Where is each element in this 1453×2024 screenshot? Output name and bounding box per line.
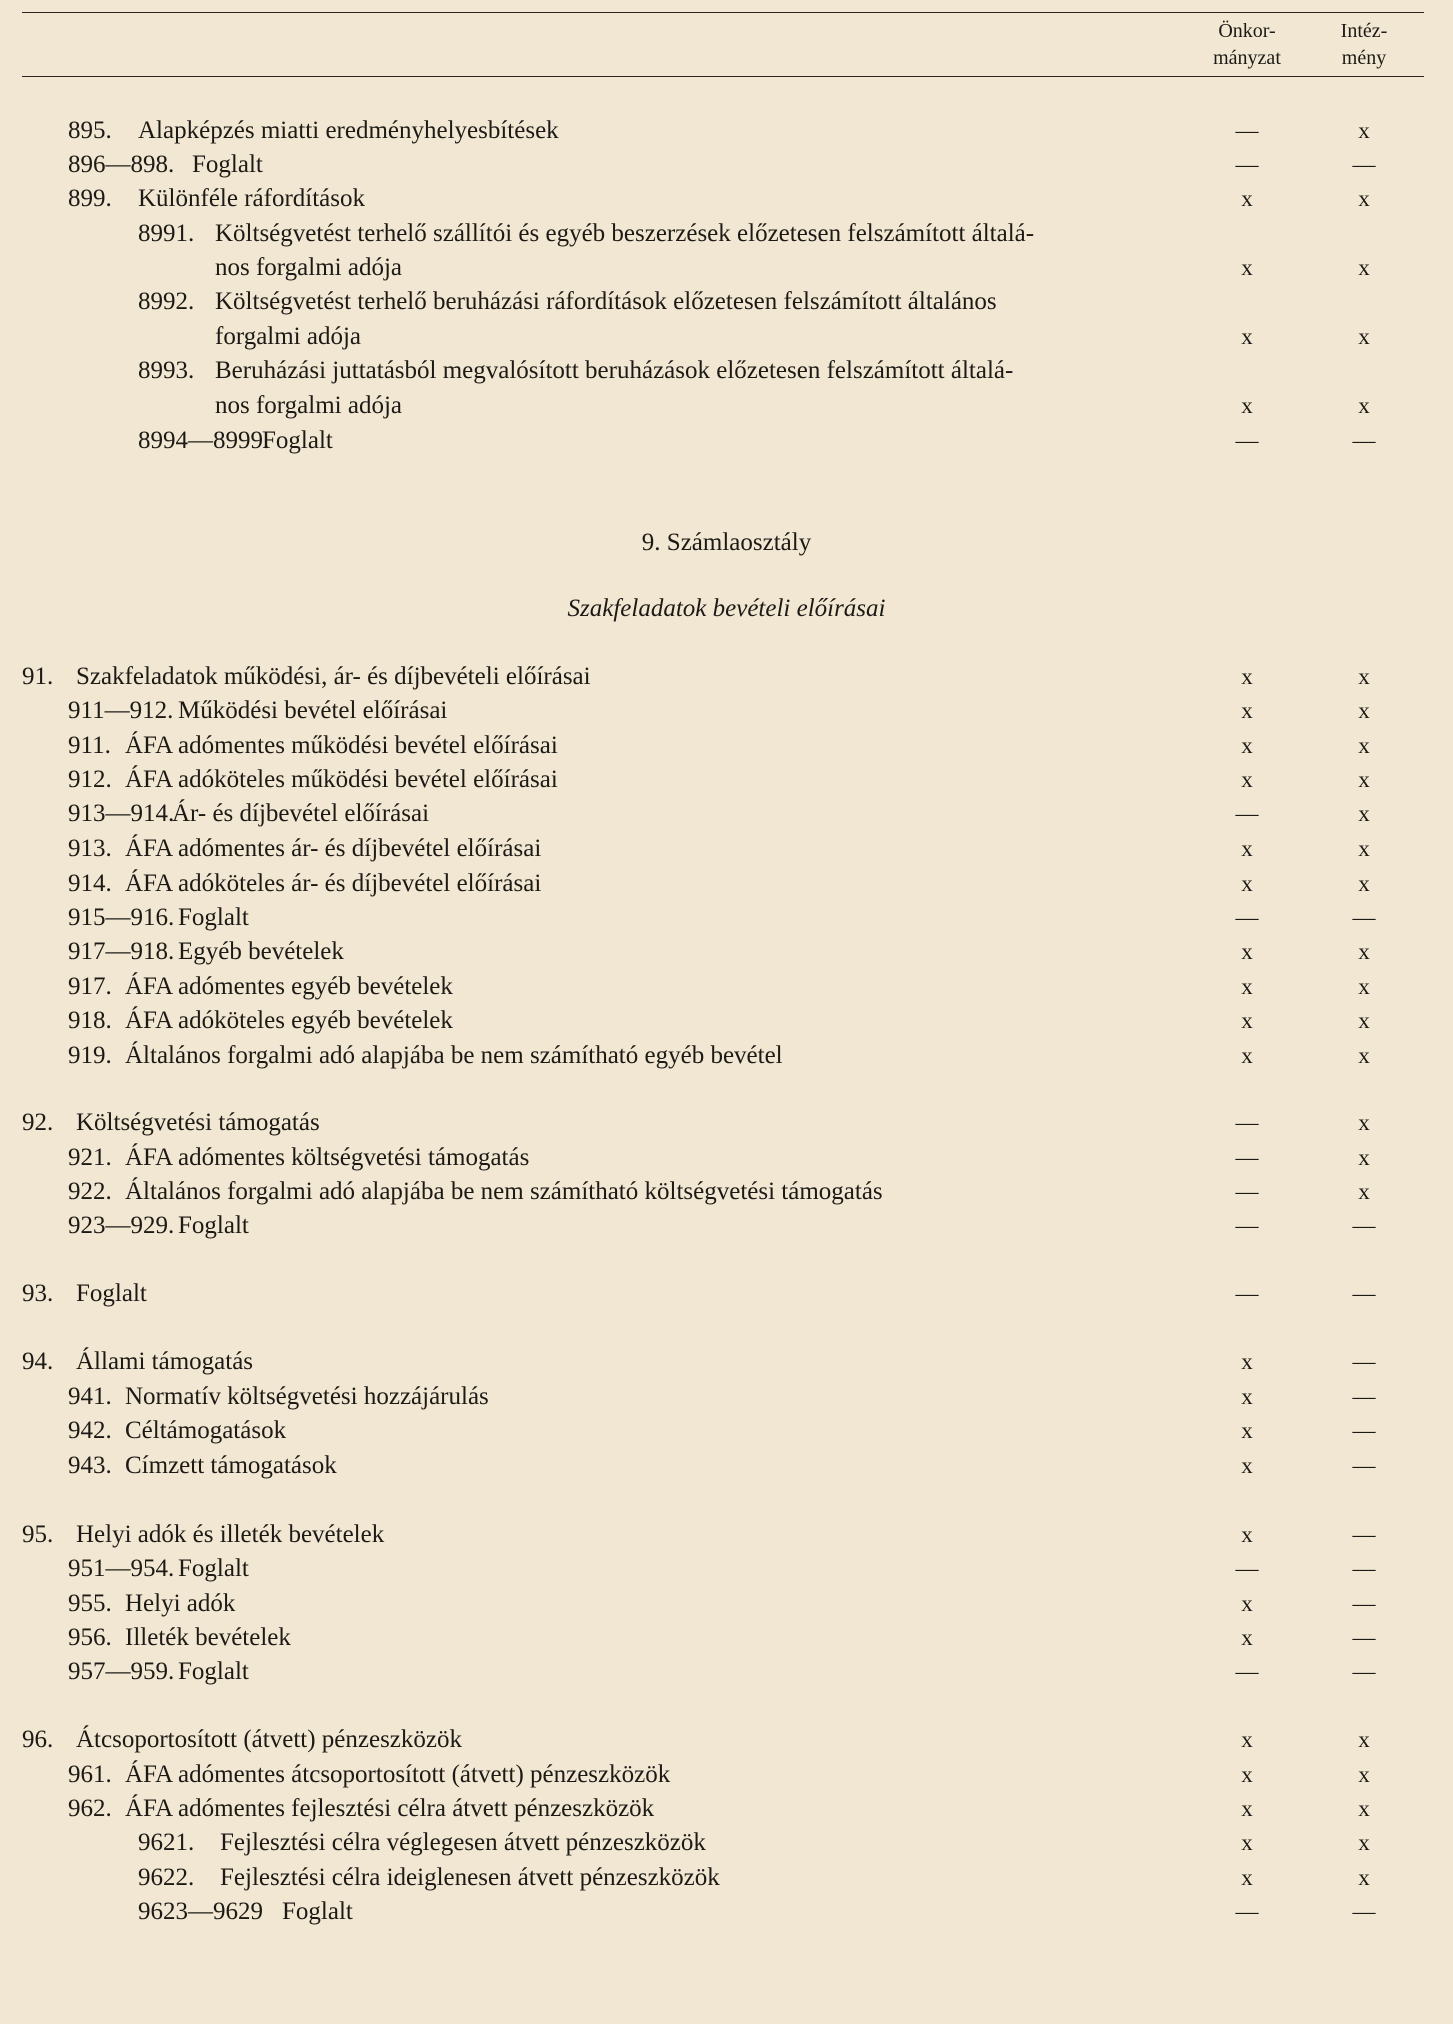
table-row: [0, 182, 1453, 216]
intezmeny-mark: —: [1352, 428, 1376, 453]
onkormanyzat-mark: —: [1235, 801, 1259, 826]
account-label: Általános forgalmi adó alapjába be nem számítható költségvetési támogatás: [125, 1178, 883, 1205]
account-label: ÁFA adómentes fejlesztési célra átvett pénzeszközök: [125, 1795, 655, 1822]
intezmeny-mark: —: [1352, 1281, 1376, 1306]
intezmeny-mark: x: [1358, 801, 1370, 826]
account-number: 899.: [68, 185, 112, 212]
account-number: 94.: [22, 1348, 54, 1375]
account-number: 895.: [68, 117, 112, 144]
account-number: 8994—8999.: [138, 427, 270, 454]
intezmeny-mark: x: [1358, 1796, 1370, 1821]
table-row: [0, 867, 1453, 901]
account-number: 911.: [68, 732, 111, 759]
onkormanyzat-mark: —: [1235, 152, 1259, 177]
account-label: Költségvetési támogatás: [76, 1109, 320, 1136]
account-label: Helyi adók és illeték bevételek: [76, 1521, 385, 1548]
account-number: 955.: [68, 1590, 112, 1617]
account-label: Foglalt: [178, 1212, 249, 1239]
account-number: 896—898.: [68, 151, 175, 178]
table-row: [0, 1277, 1453, 1311]
account-number: 913—914.: [68, 800, 175, 827]
account-label: Költségvetést terhelő szállítói és egyéb beszerzések előzetesen felszámított általá-: [215, 220, 1035, 247]
header-line: Önkor-: [1218, 20, 1276, 42]
onkormanyzat-mark: x: [1241, 1830, 1253, 1855]
account-label: Költségvetést terhelő beruházási ráfordítások előzetesen felszámított általános: [215, 288, 997, 315]
account-label: ÁFA adóköteles működési bevétel előírásai: [125, 766, 558, 793]
intezmeny-mark: —: [1352, 1349, 1376, 1374]
intezmeny-mark: x: [1358, 974, 1370, 999]
table-row: [0, 1655, 1453, 1689]
onkormanyzat-mark: x: [1241, 974, 1253, 999]
account-label: Átcsoportosított (átvett) pénzeszközök: [76, 1726, 462, 1753]
intezmeny-mark: x: [1358, 118, 1370, 143]
onkormanyzat-mark: x: [1241, 393, 1253, 418]
intezmeny-mark: x: [1358, 1865, 1370, 1890]
onkormanyzat-mark: —: [1235, 1145, 1259, 1170]
account-number: 917—918.: [68, 938, 175, 965]
table-row: [0, 1895, 1453, 1929]
table-row: [0, 251, 1453, 285]
table-row: [0, 729, 1453, 763]
account-label: Helyi adók: [125, 1590, 236, 1617]
onkormanyzat-mark: —: [1235, 1110, 1259, 1135]
table-row: [0, 1758, 1453, 1792]
account-number: 951—954.: [68, 1555, 175, 1582]
account-number: 957—959.: [68, 1658, 175, 1685]
account-label: Általános forgalmi adó alapjába be nem számítható egyéb bevétel: [125, 1042, 783, 1069]
onkormanyzat-mark: —: [1235, 1213, 1259, 1238]
table-row: [0, 114, 1453, 148]
account-label: ÁFA adómentes költségvetési támogatás: [125, 1144, 530, 1171]
account-number: 923—929.: [68, 1212, 175, 1239]
intezmeny-mark: —: [1352, 1522, 1376, 1547]
onkormanyzat-mark: —: [1235, 428, 1259, 453]
account-label: Egyéb bevételek: [178, 938, 344, 965]
account-label: Fejlesztési célra véglegesen átvett pénzeszközök: [220, 1829, 706, 1856]
intezmeny-mark: —: [1352, 152, 1376, 177]
account-label: forgalmi adója: [215, 323, 362, 350]
onkormanyzat-mark: —: [1235, 1556, 1259, 1581]
intezmeny-mark: x: [1358, 1179, 1370, 1204]
onkormanyzat-mark: x: [1241, 939, 1253, 964]
intezmeny-mark: x: [1358, 767, 1370, 792]
account-number: 912.: [68, 766, 112, 793]
account-label: nos forgalmi adója: [215, 392, 402, 419]
onkormanyzat-mark: x: [1241, 698, 1253, 723]
column-header-intezmeny: [1318, 18, 1410, 72]
onkormanyzat-mark: —: [1235, 118, 1259, 143]
table-row: [0, 389, 1453, 423]
account-number: 941.: [68, 1383, 112, 1410]
intezmeny-mark: —: [1352, 1899, 1376, 1924]
account-number: 956.: [68, 1624, 112, 1651]
intezmeny-mark: —: [1352, 1625, 1376, 1650]
onkormanyzat-mark: x: [1241, 255, 1253, 280]
account-label: Különféle ráfordítások: [138, 185, 366, 212]
account-number: 9622.: [138, 1864, 195, 1891]
intezmeny-mark: x: [1358, 255, 1370, 280]
table-row: [0, 1449, 1453, 1483]
intezmeny-mark: —: [1352, 1591, 1376, 1616]
table-row: [0, 1141, 1453, 1175]
account-number: 942.: [68, 1417, 112, 1444]
onkormanyzat-mark: x: [1241, 1043, 1253, 1068]
onkormanyzat-mark: x: [1241, 836, 1253, 861]
table-row: [0, 1861, 1453, 1895]
table-row: [0, 354, 1453, 388]
onkormanyzat-mark: x: [1241, 1008, 1253, 1033]
table-row: [0, 1621, 1453, 1655]
account-number: 91.: [22, 663, 54, 690]
onkormanyzat-mark: x: [1241, 1418, 1253, 1443]
account-label: Alapképzés miatti eredményhelyesbítések: [138, 117, 559, 144]
account-number: 918.: [68, 1007, 112, 1034]
table-row: [0, 1826, 1453, 1860]
table-row: [0, 935, 1453, 969]
account-label: ÁFA adómentes ár- és díjbevétel előírásai: [125, 835, 542, 862]
account-number: 913.: [68, 835, 112, 862]
table-row: [0, 797, 1453, 831]
onkormanyzat-mark: x: [1241, 733, 1253, 758]
table-row: [0, 217, 1453, 251]
table-row: [0, 970, 1453, 1004]
section-subtitle: Szakfeladatok bevételi előírásai: [567, 595, 886, 622]
table-row: [0, 901, 1453, 935]
account-number: 96.: [22, 1726, 54, 1753]
account-number: 8992.: [138, 288, 195, 315]
table-row: [0, 1723, 1453, 1757]
onkormanyzat-mark: x: [1241, 1384, 1253, 1409]
table-row: [0, 1414, 1453, 1448]
account-label: Foglalt: [178, 904, 249, 931]
intezmeny-mark: x: [1358, 1008, 1370, 1033]
intezmeny-mark: x: [1358, 1830, 1370, 1855]
intezmeny-mark: x: [1358, 1727, 1370, 1752]
account-label: Foglalt: [76, 1280, 147, 1307]
intezmeny-mark: x: [1358, 324, 1370, 349]
intezmeny-mark: x: [1358, 1043, 1370, 1068]
onkormanyzat-mark: x: [1241, 871, 1253, 896]
account-number: 915—916.: [68, 904, 175, 931]
table-row: [0, 148, 1453, 182]
onkormanyzat-mark: x: [1241, 1625, 1253, 1650]
table-row: [0, 1345, 1453, 1379]
onkormanyzat-mark: —: [1235, 1659, 1259, 1684]
account-label: Beruházási juttatásból megvalósított beruházások előzetesen felszámított általá-: [215, 357, 1014, 384]
onkormanyzat-mark: —: [1235, 1899, 1259, 1924]
account-label: Foglalt: [178, 1658, 249, 1685]
account-label: ÁFA adómentes átcsoportosított (átvett) pénzeszközök: [125, 1761, 671, 1788]
account-label: ÁFA adómentes egyéb bevételek: [125, 973, 453, 1000]
table-row: [0, 1175, 1453, 1209]
account-label: ÁFA adómentes működési bevétel előírásai: [125, 732, 558, 759]
intezmeny-mark: —: [1352, 1418, 1376, 1443]
account-label: Céltámogatások: [125, 1417, 287, 1444]
account-label: Normatív költségvetési hozzájárulás: [125, 1383, 489, 1410]
table-row: [0, 424, 1453, 458]
account-number: 9623—9629: [138, 1898, 263, 1925]
account-number: 919.: [68, 1042, 112, 1069]
intezmeny-mark: x: [1358, 1762, 1370, 1787]
onkormanyzat-mark: x: [1241, 1796, 1253, 1821]
intezmeny-mark: —: [1352, 905, 1376, 930]
onkormanyzat-mark: —: [1235, 1281, 1259, 1306]
intezmeny-mark: —: [1352, 1213, 1376, 1238]
table-row: [0, 285, 1453, 319]
account-number: 922.: [68, 1178, 112, 1205]
onkormanyzat-mark: x: [1241, 1591, 1253, 1616]
account-number: 911—912.: [68, 697, 174, 724]
account-number: 917.: [68, 973, 112, 1000]
intezmeny-mark: x: [1358, 698, 1370, 723]
column-header-onkormanyzat: [1195, 18, 1299, 72]
account-label: Állami támogatás: [76, 1348, 254, 1375]
account-number: 961.: [68, 1761, 112, 1788]
account-label: ÁFA adóköteles ár- és díjbevétel előírásai: [125, 870, 542, 897]
intezmeny-mark: —: [1352, 1659, 1376, 1684]
table-row: [0, 1552, 1453, 1586]
account-number: 943.: [68, 1452, 112, 1479]
intezmeny-mark: x: [1358, 836, 1370, 861]
account-number: 8991.: [138, 220, 195, 247]
table-row: [0, 694, 1453, 728]
table-row: [0, 763, 1453, 797]
account-number: 93.: [22, 1280, 54, 1307]
section-title: 9. Számlaosztály: [641, 529, 812, 556]
onkormanyzat-mark: —: [1235, 1179, 1259, 1204]
account-number: 92.: [22, 1109, 54, 1136]
account-number: 921.: [68, 1144, 112, 1171]
account-number: 962.: [68, 1795, 112, 1822]
intezmeny-mark: x: [1358, 1110, 1370, 1135]
intezmeny-mark: x: [1358, 664, 1370, 689]
onkormanyzat-mark: x: [1241, 767, 1253, 792]
table-row: [0, 1587, 1453, 1621]
account-label: nos forgalmi adója: [215, 254, 402, 281]
intezmeny-mark: x: [1358, 871, 1370, 896]
intezmeny-mark: —: [1352, 1556, 1376, 1581]
table-row: [0, 1039, 1453, 1073]
account-label: Illeték bevételek: [125, 1624, 291, 1651]
account-label: Címzett támogatások: [125, 1452, 337, 1479]
account-label: Foglalt: [282, 1898, 353, 1925]
onkormanyzat-mark: x: [1241, 1762, 1253, 1787]
account-label: Foglalt: [192, 151, 263, 178]
onkormanyzat-mark: x: [1241, 1349, 1253, 1374]
intezmeny-mark: x: [1358, 186, 1370, 211]
intezmeny-mark: —: [1352, 1453, 1376, 1478]
account-label: Működési bevétel előírásai: [178, 697, 448, 724]
account-label: Ár- és díjbevétel előírásai: [172, 800, 430, 827]
intezmeny-mark: —: [1352, 1384, 1376, 1409]
account-number: 914.: [68, 870, 112, 897]
header-line: Intéz-: [1340, 20, 1388, 42]
onkormanyzat-mark: —: [1235, 905, 1259, 930]
onkormanyzat-mark: x: [1241, 664, 1253, 689]
table-row: [0, 832, 1453, 866]
account-label: Foglalt: [262, 427, 333, 454]
intezmeny-mark: x: [1358, 939, 1370, 964]
onkormanyzat-mark: x: [1241, 1727, 1253, 1752]
onkormanyzat-mark: x: [1241, 1865, 1253, 1890]
account-label: Foglalt: [178, 1555, 249, 1582]
account-label: Szakfeladatok működési, ár- és díjbevételi előírásai: [76, 663, 591, 690]
intezmeny-mark: x: [1358, 1145, 1370, 1170]
intezmeny-mark: x: [1358, 733, 1370, 758]
table-row: [0, 1004, 1453, 1038]
table-row: [0, 320, 1453, 354]
header-rule: [22, 76, 1424, 77]
onkormanyzat-mark: x: [1241, 1453, 1253, 1478]
table-row: [0, 1209, 1453, 1243]
account-number: 9621.: [138, 1829, 195, 1856]
table-row: [0, 1518, 1453, 1552]
header-line: mény: [1341, 47, 1387, 69]
top-rule: [22, 12, 1424, 13]
header-line: mányzat: [1213, 47, 1281, 69]
table-row: [0, 660, 1453, 694]
account-label: ÁFA adóköteles egyéb bevételek: [125, 1007, 453, 1034]
onkormanyzat-mark: x: [1241, 186, 1253, 211]
account-number: 95.: [22, 1521, 54, 1548]
table-row: [0, 1792, 1453, 1826]
account-number: 8993.: [138, 357, 195, 384]
onkormanyzat-mark: x: [1241, 324, 1253, 349]
intezmeny-mark: x: [1358, 393, 1370, 418]
table-row: [0, 1380, 1453, 1414]
account-label: Fejlesztési célra ideiglenesen átvett pénzeszközök: [220, 1864, 720, 1891]
onkormanyzat-mark: x: [1241, 1522, 1253, 1547]
table-row: [0, 1106, 1453, 1140]
